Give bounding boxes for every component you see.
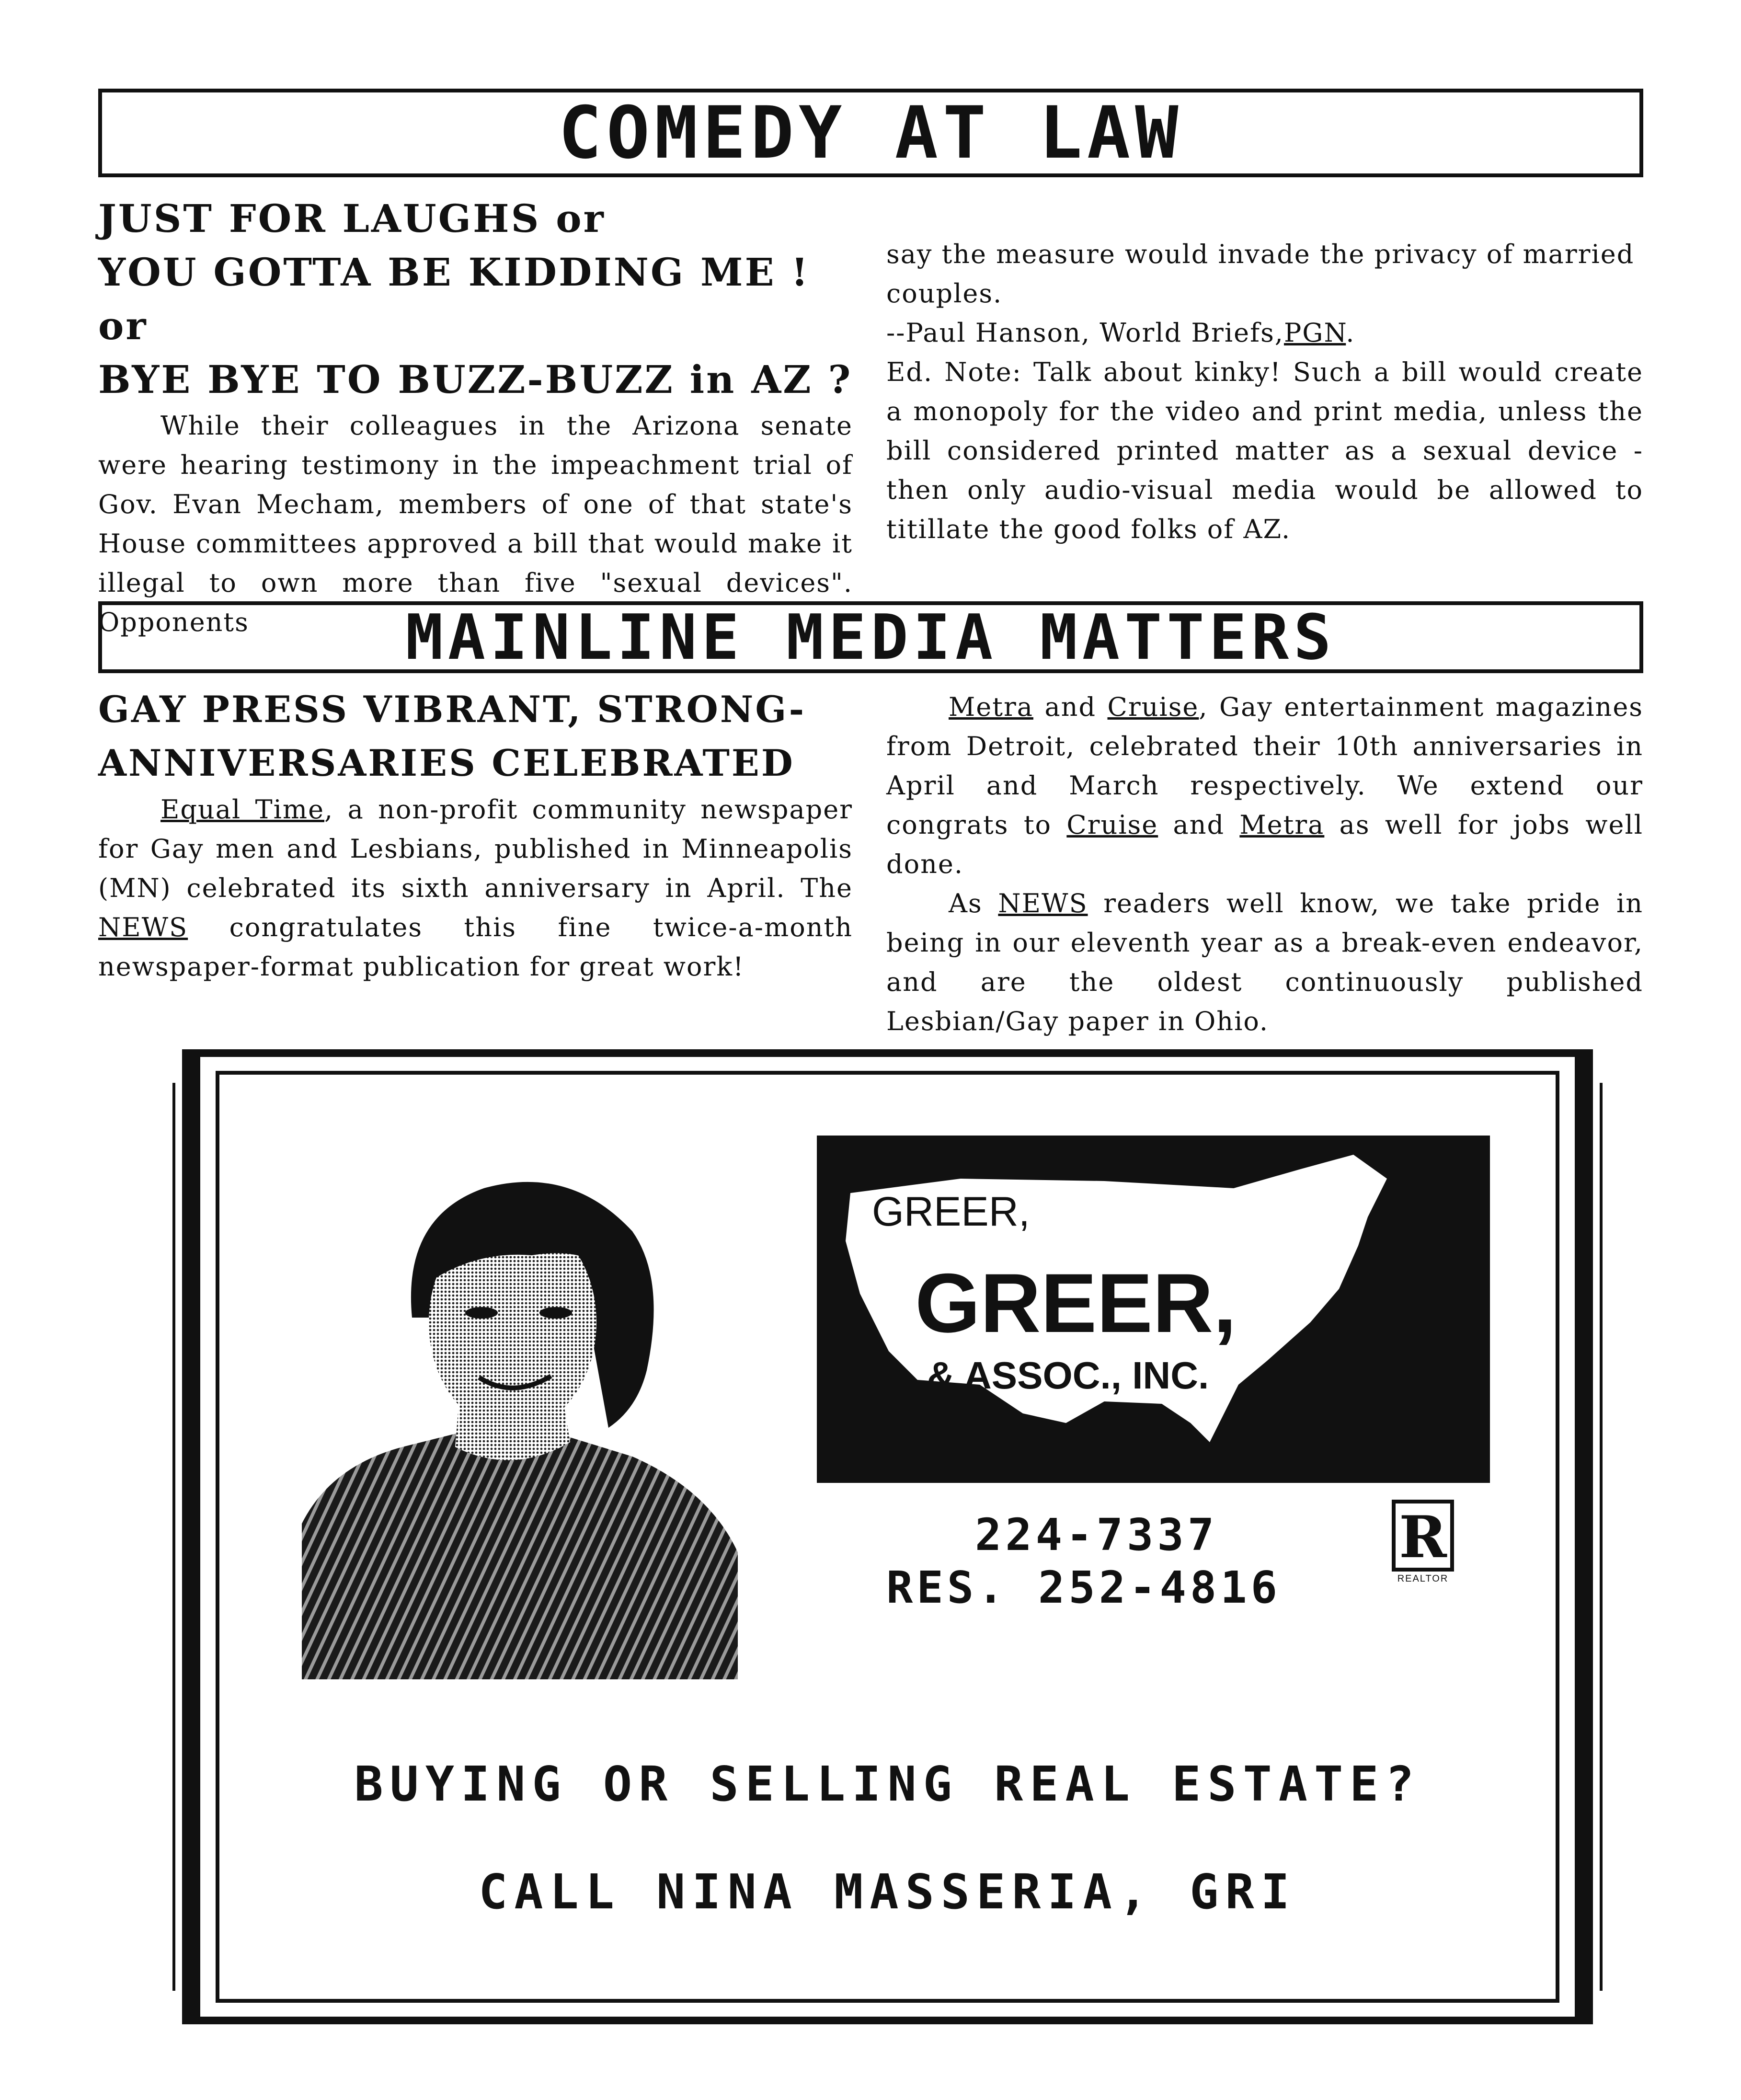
comedy-credit-source: PGN <box>1283 318 1346 348</box>
comedy-banner <box>98 89 1643 177</box>
comedy-editor-note: Ed. Note: Talk about kinky! Such a bill would create a monopoly for the video and print media, unless the bill considered printed matter as a sexual device - then only audio-visual media would be allowed to titillate the good folks of AZ. <box>886 357 1643 544</box>
media-paragraph-2 <box>886 688 1643 884</box>
cruise-title-2: Cruise <box>1066 810 1158 840</box>
media-paragraph-3 <box>886 884 1643 1041</box>
media-and-2: and <box>1158 810 1240 840</box>
cruise-title: Cruise <box>1107 692 1199 722</box>
news-title: NEWS <box>98 912 188 942</box>
comedy-headline-line-2: YOU GOTTA BE KIDDING ME ! or <box>98 250 810 348</box>
media-paragraph-2-end: as well for jobs well done. <box>886 810 1644 879</box>
agent-photo <box>302 1159 738 1679</box>
media-banner <box>98 601 1643 673</box>
media-paragraph-1-text: , a non-profit community newspaper for Gay men and Lesbians, published in Minneapolis (MN) celebrated its sixth anniversary in April. The <box>98 794 853 903</box>
comedy-credit <box>886 313 1643 353</box>
equal-time-title: Equal Time <box>160 794 325 825</box>
media-paragraph-1 <box>98 790 853 987</box>
ad-headline: BUYING OR SELLING REAL ESTATE? <box>354 1756 1421 1812</box>
comedy-credit-text: --Paul Hanson, World Briefs, <box>886 318 1284 348</box>
media-article-right-column <box>886 688 1643 1041</box>
comedy-headline-line-3: BYE BYE TO BUZZ-BUZZ in AZ ? <box>98 357 853 402</box>
residence-phone: RES. 252-4816 <box>886 1562 1282 1613</box>
media-paragraph-3-text: readers well know, we take pride in being in our eleventh year as a break-even endeavor, and are the oldest continuously published Lesbian/Gay paper in Ohio. <box>886 888 1644 1036</box>
media-paragraph-1-end: congratulates this fine twice-a-month newspaper-format publication for great work! <box>98 912 853 982</box>
media-paragraph-2-text: , Gay entertainment magazines from Detroit, celebrated their 10th anniversaries in April and March respectively. We extend our congrats to <box>886 692 1643 840</box>
realtor-logo <box>1385 1500 1461 1584</box>
news-title-2: NEWS <box>998 888 1088 918</box>
comedy-credit-end: . <box>1346 318 1355 348</box>
metra-title-2: Metra <box>1239 810 1325 840</box>
realtor-mark-letter: R <box>1399 1503 1447 1571</box>
metra-title: Metra <box>949 692 1033 722</box>
comedy-paragraph-continued: say the measure would invade the privacy of married couples. <box>886 239 1635 309</box>
media-and: and <box>1033 692 1108 722</box>
logo-greer-line-2: GREER, <box>915 1257 1237 1350</box>
comedy-headline-line-1: JUST FOR LAUGHS or <box>98 196 606 241</box>
comedy-paragraph-part-2 <box>886 235 1643 313</box>
comedy-article-left-column <box>98 192 853 642</box>
media-headline-line-1: GAY PRESS VIBRANT, STRONG- <box>98 688 806 731</box>
media-banner-title: MAINLINE MEDIA MATTERS <box>405 601 1336 674</box>
realtor-label: REALTOR <box>1397 1573 1449 1584</box>
media-headline-line-2: ANNIVERSARIES CELEBRATED <box>98 742 795 784</box>
comedy-article-right-column <box>886 235 1643 549</box>
realtor-r-icon <box>1392 1500 1454 1572</box>
media-article-left-column <box>98 683 853 987</box>
comedy-banner-title: COMEDY AT LAW <box>558 91 1183 175</box>
media-paragraph-3-start: As <box>949 888 998 918</box>
logo-assoc-line: & ASSOC., INC. <box>927 1354 1209 1397</box>
company-logo <box>817 1136 1490 1483</box>
comedy-paragraph-text: While their colleagues in the Arizona senate were hearing testimony in the impeachment trial of Gov. Evan Mecham, members of one of that state's House committees approved a bill that would make it illegal to own more than five "sexual devices". Opponents <box>98 411 853 637</box>
logo-greer-line-1: GREER, <box>872 1189 1030 1235</box>
office-phone: 224-7337 <box>975 1509 1218 1561</box>
real-estate-advertisement <box>182 1049 1593 2024</box>
ad-call-to-action: CALL NINA MASSERIA, GRI <box>479 1864 1296 1920</box>
